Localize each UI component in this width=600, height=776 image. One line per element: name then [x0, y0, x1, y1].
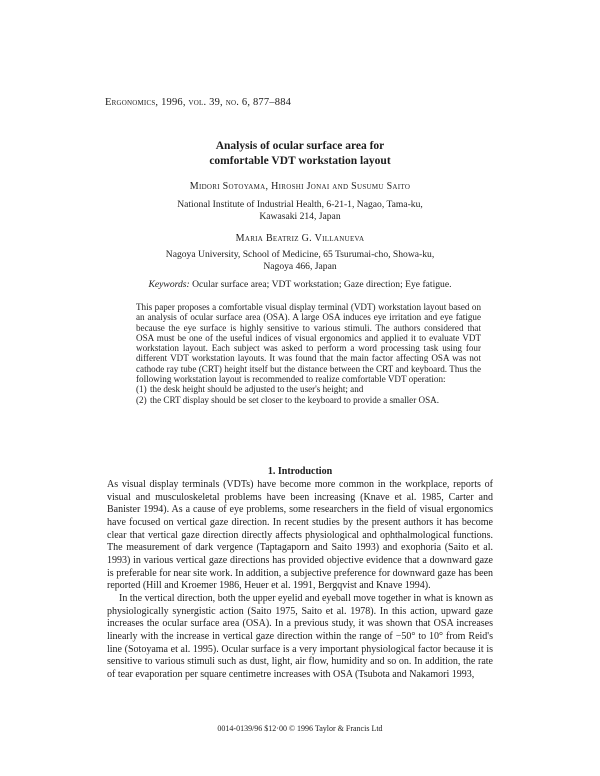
abstract-list-item — [136, 395, 481, 405]
body-paragraph-2: In the vertical direction, both the upper eyelid and eyeball move together in what is known as physiologically synergistic action (Saito 1975, Saito et al. 1978). In this action, upward gaze increases the ocular surface area (OSA). In a previous study, it was shown that OSA increases linearly with the increase in vertical gaze direction within the range of −50° to 10° from Reid's line (Sotoyama et al. 1995). Ocular surface is a very important physiological factor because it is sensitive to various stimuli such as dust, light, air flow, humidity and so on. In addition, the rate of tear evaporation per square centimetre increases with OSA (Tsubota and Nakamori 1993, — [107, 592, 493, 680]
abstract-item-text: the CRT display should be set closer to the keyboard to provide a smaller OSA. — [150, 394, 439, 405]
paper-title — [0, 139, 600, 169]
copyright-footer: 0014-0139/96 $12·00 © 1996 Taylor & Francis Ltd — [217, 724, 383, 733]
title-line-1: Analysis of ocular surface area for — [215, 140, 385, 152]
journal-citation: Ergonomics, 1996, vol. 39, no. 6, 877–884 — [105, 97, 292, 108]
affiliation-1-line-2: Kawasaki 214, Japan — [259, 210, 341, 222]
affiliation-2-line-2: Nagoya 466, Japan — [263, 260, 337, 272]
abstract-item-text: the desk height should be adjusted to the user's height; and — [150, 384, 364, 395]
affiliation-2 — [0, 249, 600, 272]
keywords — [0, 279, 600, 290]
affiliation-1-line-1: National Institute of Industrial Health, 6-21-1, Nagao, Tama-ku, — [177, 199, 423, 210]
abstract-list-item — [136, 384, 481, 394]
section-heading-introduction: 1. Introduction — [267, 466, 333, 477]
keywords-label: Keywords: — [148, 279, 190, 290]
body-text — [107, 479, 493, 682]
keywords-text: Ocular surface area; VDT workstation; Gaze direction; Eye fatigue. — [192, 279, 452, 290]
title-line-2: comfortable VDT workstation layout — [209, 155, 391, 167]
abstract-text: This paper proposes a comfortable visual display terminal (VDT) workstation layout based on an analysis of ocular surface area (OSA). A large OSA induces eye irritation and eye fatigue because the eye surface is highly sensitive to various stimuli. The authors considered that OSA must be one of the useful indices of visual ergonomics and applied it to evaluate VDT workstation layout. Each subject was asked to perform a word processing task using four different VDT workstation layouts. It was found that the main factor affecting OSA was not cathode ray tube (CRT) height itself but the distance between the CRT and keyboard. Thus the following workstation layout is recommended to realize comfortable VDT operation: — [136, 302, 481, 385]
abstract-item-number: (1) — [136, 384, 147, 395]
authors-group-1: Midori Sotoyama, Hiroshi Jonai and Susumu Saito — [189, 181, 411, 192]
abstract — [136, 302, 481, 405]
authors-group-2: Maria Beatriz G. Villanueva — [235, 233, 365, 244]
affiliation-2-line-1: Nagoya University, School of Medicine, 65 Tsurumai-cho, Showa-ku, — [165, 249, 435, 260]
body-paragraph-1: As visual display terminals (VDTs) have become more common in the workplace, reports of visual and musculoskeletal problems have been increasing (Knave et al. 1985, Carter and Banister 1994). As a cause of eye problems, some researchers in the field of visual ergonomics have focused on vertical gaze direction. In recent studies by the present authors it has become clear that vertical gaze direction directly affects physiological and ophthalmological functions. The measurement of dark vergence (Taptagaporn and Saito 1993) and exophoria (Saito et al. 1993) in various vertical gaze directions has provided objective evidence that a downward gaze is preferable for near site work. In addition, a subjective preference for downward gaze has been reported (Hill and Kroemer 1986, Heuer et al. 1991, Bergqvist and Knave 1994). — [107, 479, 493, 592]
abstract-item-number: (2) — [136, 394, 147, 405]
affiliation-1 — [0, 199, 600, 222]
